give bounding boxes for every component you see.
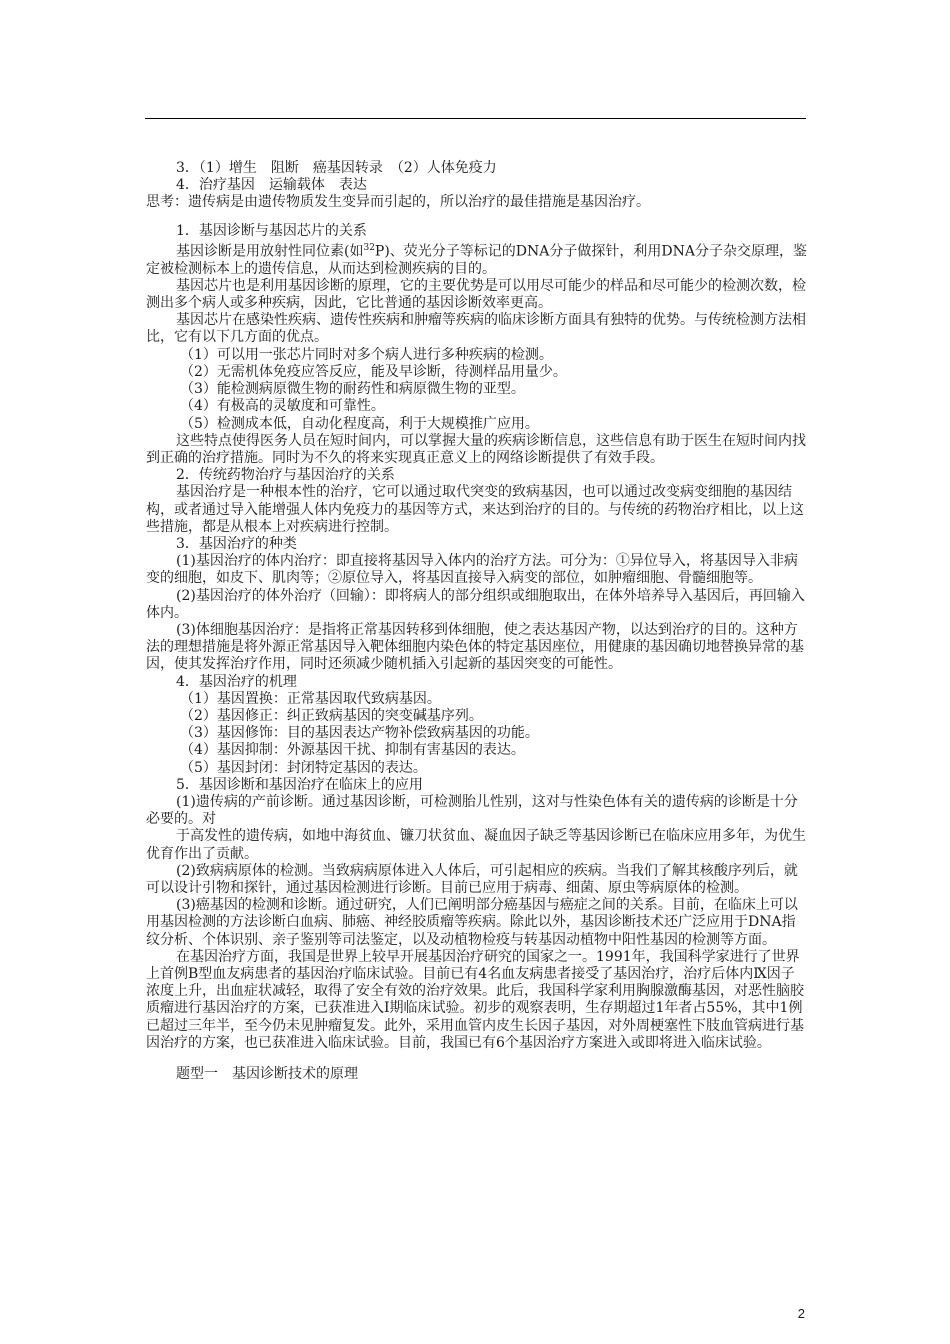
advantage-item: （2）无需机体免疫应答反应，能及早诊断，待测样品用量少。 [180, 363, 567, 380]
advantage-item: （4）有极高的灵敏度和可靠性。 [180, 398, 385, 415]
answer-line-4: 4．治疗基因 运输载体 表达 [176, 177, 367, 194]
mechanism-item: （2）基因修正：纠正致病基因的突变碱基序列。 [180, 707, 483, 724]
section-4-title: 4．基因治疗的机理 [176, 673, 297, 690]
advantage-item: （5）检测成本低，自动化程度高，利于大规模推广应用。 [180, 415, 539, 432]
section-2-para-1: 基因治疗是一种根本性的治疗，它可以通过取代突变的致病基因，也可以通过改变病变细胞的基因结构，或者通过导入能增强人体内免疫力的基因等方式，来达到治疗的目的。与传统的药物治疗相比，以上这些措施，都是从根本上对疾病进行控制。 [146, 484, 804, 535]
mechanism-item: （1）基因置换：正常基因取代致病基因。 [180, 690, 441, 707]
answer-line-3: 3．（1）增生 阻断 癌基因转录 （2）人体免疫力 [176, 160, 497, 176]
mechanism-item: （3）基因修饰：目的基因表达产物补偿致病基因的功能。 [180, 725, 539, 742]
section-1-title: 1．基因诊断与基因芯片的关系 [176, 222, 367, 239]
thinking-note: 思考：遗传病是由遗传物质发生变异而引起的，所以治疗的最佳措施是基因治疗。 [146, 194, 650, 211]
section-5-para-2: (2)致病病原体的检测。当致病病原体进入人体后，可引起相应的疾病。当我们了解其核酸序列后，就可以设计引物和探针，通过基因检测进行诊断。目前已应用于病毒、细菌、原虫等病原体的检测。 [146, 862, 798, 896]
section-3-para-3: (3)体细胞基因治疗：是指将正常基因转移到体细胞，使之表达基因产物，以达到治疗的目的。这种方法的理想措施是将外源正常基因导入靶体细胞内染色体的特定基因座位，用健康的基因确切地替换异常的基因，使其发挥治疗作用，同时还须减少随机插入引起新的基因突变的可能性。 [146, 621, 804, 673]
section-1-para-2: 基因芯片也是利用基因诊断的原理，它的主要优势是可以用尽可能少的样品和尽可能少的检测次数，检测出多个病人或多种疾病，因此，它比普通的基因诊断效率更高。 [146, 277, 806, 312]
document-body [146, 160, 808, 1083]
advantage-item: （1）可以用一张芯片同时对多个病人进行多种疾病的检测。 [180, 346, 553, 363]
section-5-para-1b: 于高发性的遗传病，如地中海贫血、镰刀状贫血、凝血因子缺乏等基因诊断已在临床应用多年，为优生优育作出了贡献。 [146, 828, 806, 862]
mechanism-item: （5）基因封闭：封闭特定基因的表达。 [180, 759, 427, 776]
section-1-para-1: 基因诊断是用放射性同位素(如$^{32}$P)、荧光分子等标记的DNA分子做探针，利用DNA分子杂交原理，鉴定被检测标本上的遗传信息，从而达到检测疾病的目的。 [146, 242, 807, 277]
advantage-item: （3）能检测病原微生物的耐药性和病原微生物的亚型。 [180, 381, 525, 398]
section-1-para-3: 基因芯片在感染性疾病、遗传性疾病和肿瘤等疾病的临床诊断方面具有独特的优势。与传统检测方法相比，它有以下几方面的优点。 [146, 312, 806, 346]
section-1-para-4: 这些特点使得医务人员在短时间内，可以掌握大量的疾病诊断信息，这些信息有助于医生在短时间内找到正确的治疗措施。同时为不久的将来实现真正意义上的网络诊断提供了有效手段。 [146, 432, 806, 466]
section-5-title: 5．基因诊断和基因治疗在临床上的应用 [176, 776, 423, 793]
section-3-title: 3．基因治疗的种类 [176, 535, 297, 552]
section-5-para-4: 在基因治疗方面，我国是世界上较早开展基因治疗研究的国家之一。1991年，我国科学家进行了世界上首例B型血友病患者的基因治疗临床试验。目前已有4名血友病患者接受了基因治疗，治疗后体内Ⅸ因子浓度上升，出血症状减轻，取得了安全有效的治疗效果。此后，我国科学家利用胸腺激酶基因，对恶性脑胶质瘤进行基因治疗的方案，已获准进入Ⅰ期临床试验。初步的观察表明，生存期超过1年者占55%，其中1例已超过三年半，至今仍未见肿瘤复发。此外，采用血管内皮生长因子基因，对外周梗塞性下肢血管病进行基因治疗的方案，也已获准进入临床试验。目前，我国已有6个基因治疗方案进入或即将进入临床试验。 [146, 948, 804, 1051]
question-type-heading: 题型一 基因诊断技术的原理 [176, 1066, 358, 1083]
section-5-para-1a: (1)遗传病的产前诊断。通过基因诊断，可检测胎儿性别，这对与性染色体有关的遗传病的诊断是十分必要的。对 [146, 793, 798, 828]
mechanism-item: （4）基因抑制：外源基因干扰、抑制有害基因的表达。 [180, 742, 525, 759]
page-number: 2 [797, 1306, 805, 1321]
section-5-para-3: (3)癌基因的检测和诊断。通过研究，人们已阐明部分癌基因与癌症之间的关系。目前，在临床上可以用基因检测的方法诊断白血病、肺癌、神经胶质瘤等疾病。除此以外，基因诊断技术还广泛应用于DNA指纹分析、个体识别、亲子鉴别等司法鉴定，以及动植物检疫与转基因动植物中阳性基因的检测等方面。 [146, 897, 798, 948]
section-2-title: 2．传统药物治疗与基因治疗的关系 [176, 467, 395, 484]
section-3-para-2: (2)基因治疗的体外治疗（回输）：即将病人的部分组织或细胞取出，在体外培养导入基因后，再回输入体内。 [146, 587, 805, 621]
header-rule [145, 118, 806, 119]
section-3-para-1: (1)基因治疗的体内治疗：即直接将基因导入体内的治疗方法。可分为：①异位导入，将基因导入非病变的细胞，如皮下、肌肉等；②原位导入，将基因直接导入病变的部位，如肿瘤细胞、骨髓细胞等。 [146, 553, 798, 587]
